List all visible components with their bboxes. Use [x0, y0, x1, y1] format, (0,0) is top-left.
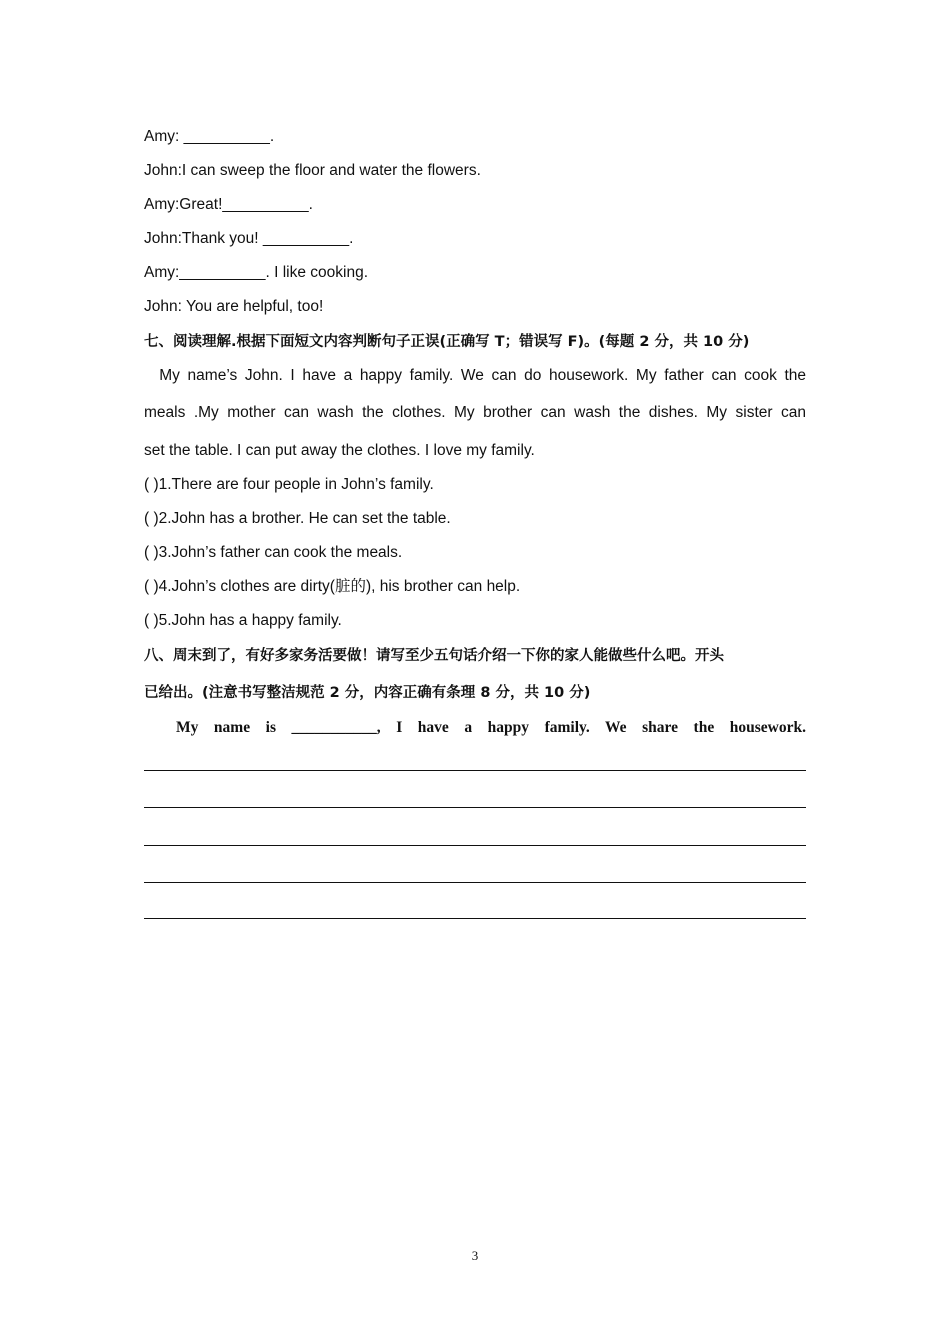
question-1: ( )1.There are four people in John’s family.	[144, 476, 434, 493]
question-5: ( )5.John has a happy family.	[144, 612, 342, 629]
passage-line-3: set the table. I can put away the clothes. I love my family.	[144, 442, 535, 459]
writing-line-2	[144, 807, 806, 808]
writing-line-4	[144, 882, 806, 883]
question-3: ( )3.John’s father can cook the meals.	[144, 544, 403, 561]
dialogue-line-2: John:I can sweep the floor and water the flowers.	[144, 162, 481, 179]
passage-line-1: My name’s John. I have a happy family. We can do housework. My father can cook the	[144, 367, 806, 384]
passage-line-2: meals .My mother can wash the clothes. My brother can wash the dishes. My sister can	[144, 404, 806, 421]
dialogue-line-1: Amy: __________.	[144, 128, 275, 145]
page-number: 3	[471, 1248, 479, 1263]
writing-prompt: My name is ___________, I have a happy family. We share the housework.	[176, 719, 806, 736]
section8-heading-line-2: 已给出。(注意书写整洁规范 2 分，内容正确有条理 8 分，共 10 分)	[144, 685, 591, 701]
question-2: ( )2.John has a brother. He can set the table.	[144, 510, 451, 527]
dialogue-line-4: John:Thank you! __________.	[144, 230, 354, 247]
writing-line-5	[144, 918, 806, 919]
section8-heading-line-1: 八、周末到了，有好多家务活要做！请写至少五句话介绍一下你的家人能做些什么吧。开头	[144, 648, 724, 664]
dialogue-line-6: John: You are helpful, too!	[144, 298, 324, 315]
dialogue-line-5: Amy:__________. I like cooking.	[144, 264, 369, 281]
question-4: ( )4.John’s clothes are dirty(脏的), his brother can help.	[144, 578, 521, 595]
dialogue-line-3: Amy:Great!__________.	[144, 196, 313, 213]
section7-heading: 七、阅读理解.根据下面短文内容判断句子正误(正确写 T；错误写 F)。(每题 2 分，共 10 分)	[144, 334, 750, 350]
writing-line-1	[144, 770, 806, 771]
writing-line-3	[144, 845, 806, 846]
